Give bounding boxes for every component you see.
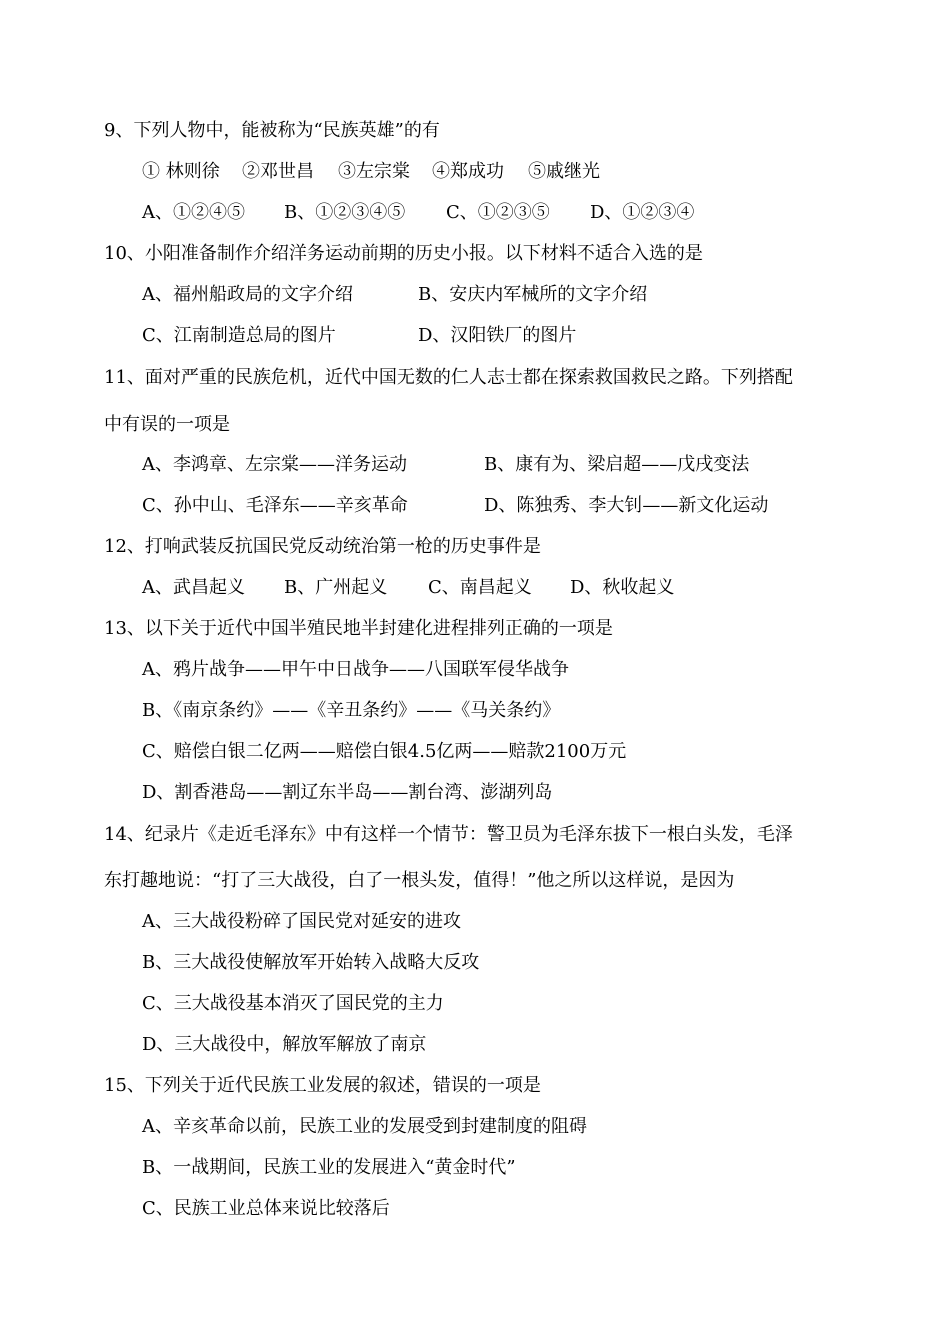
option-b[interactable]: B、广州起义 bbox=[284, 577, 388, 598]
option-b[interactable]: B、康有为、梁启超——戊戌变法 bbox=[484, 454, 750, 475]
item-5: ⑤戚继光 bbox=[528, 161, 600, 182]
question-12-options bbox=[142, 576, 702, 600]
option-b[interactable]: B、一战期间，民族工业的发展进入“黄金时代” bbox=[142, 1157, 516, 1178]
option-a[interactable]: A、李鸿章、左宗棠——洋务运动 bbox=[142, 454, 407, 475]
option-d[interactable]: D、三大战役中，解放军解放了南京 bbox=[142, 1034, 427, 1055]
question-10-options-row-1 bbox=[142, 283, 702, 307]
option-c[interactable]: C、①②③⑤ bbox=[446, 202, 550, 223]
question-9-items bbox=[142, 160, 622, 184]
question-9-options bbox=[142, 201, 712, 225]
option-c[interactable]: C、赔偿白银二亿两——赔偿白银4.5亿两——赔款2100万元 bbox=[142, 741, 627, 762]
question-11-options-row-2 bbox=[142, 494, 822, 518]
option-d[interactable]: D、秋收起义 bbox=[570, 577, 675, 598]
option-a[interactable]: A、辛亥革命以前，民族工业的发展受到封建制度的阻碍 bbox=[142, 1116, 587, 1137]
question-15-stem: 15、下列关于近代民族工业发展的叙述，错误的一项是 bbox=[104, 1075, 541, 1096]
option-d[interactable]: D、割香港岛——割辽东半岛——割台湾、澎湖列岛 bbox=[142, 782, 553, 803]
question-12-stem: 12、打响武装反抗国民党反动统治第一枪的历史事件是 bbox=[104, 536, 541, 557]
option-b[interactable]: B、①②③④⑤ bbox=[284, 202, 406, 223]
option-c[interactable]: C、南昌起义 bbox=[428, 577, 532, 598]
option-d[interactable]: D、①②③④ bbox=[590, 202, 695, 223]
question-14-stem-line-1: 14、纪录片《走近毛泽东》中有这样一个情节：警卫员为毛泽东拔下一根白头发，毛泽 bbox=[104, 824, 793, 845]
option-d[interactable]: D、汉阳铁厂的图片 bbox=[418, 325, 577, 346]
question-10-options-row-2 bbox=[142, 324, 702, 348]
option-c[interactable]: C、孙中山、毛泽东——辛亥革命 bbox=[142, 495, 408, 516]
item-4: ④郑成功 bbox=[432, 161, 504, 182]
option-c[interactable]: C、江南制造总局的图片 bbox=[142, 325, 336, 346]
option-a[interactable]: A、武昌起义 bbox=[142, 577, 245, 598]
option-b[interactable]: B、安庆内军械所的文字介绍 bbox=[418, 284, 648, 305]
option-a[interactable]: A、①②④⑤ bbox=[142, 202, 245, 223]
item-2: ②邓世昌 bbox=[242, 161, 314, 182]
option-a[interactable]: A、鸦片战争——甲午中日战争——八国联军侵华战争 bbox=[142, 659, 569, 680]
option-d[interactable]: D、陈独秀、李大钊——新文化运动 bbox=[484, 495, 769, 516]
option-a[interactable]: A、三大战役粉碎了国民党对延安的进攻 bbox=[142, 911, 461, 932]
question-10-stem: 10、小阳准备制作介绍洋务运动前期的历史小报。以下材料不适合入选的是 bbox=[104, 243, 703, 264]
question-11-stem-line-1: 11、面对严重的民族危机，近代中国无数的仁人志士都在探索救国救民之路。下列搭配 bbox=[104, 367, 793, 388]
question-14-stem-line-2: 东打趣地说：“打了三大战役，白了一根头发，值得！”他之所以这样说，是因为 bbox=[104, 870, 735, 891]
item-1: ① 林则徐 bbox=[142, 161, 220, 182]
option-b[interactable]: B、三大战役使解放军开始转入战略大反攻 bbox=[142, 952, 480, 973]
question-11-stem-line-2: 中有误的一项是 bbox=[104, 414, 230, 435]
option-b[interactable]: B、《南京条约》——《辛丑条约》——《马关条约》 bbox=[142, 700, 561, 721]
question-9-stem: 9、下列人物中，能被称为“民族英雄”的有 bbox=[104, 120, 440, 141]
option-c[interactable]: C、三大战役基本消灭了国民党的主力 bbox=[142, 993, 444, 1014]
option-c[interactable]: C、民族工业总体来说比较落后 bbox=[142, 1198, 390, 1219]
item-3: ③左宗棠 bbox=[338, 161, 410, 182]
option-a[interactable]: A、福州船政局的文字介绍 bbox=[142, 284, 353, 305]
question-11-options-row-1 bbox=[142, 453, 822, 477]
question-13-stem: 13、以下关于近代中国半殖民地半封建化进程排列正确的一项是 bbox=[104, 618, 613, 639]
